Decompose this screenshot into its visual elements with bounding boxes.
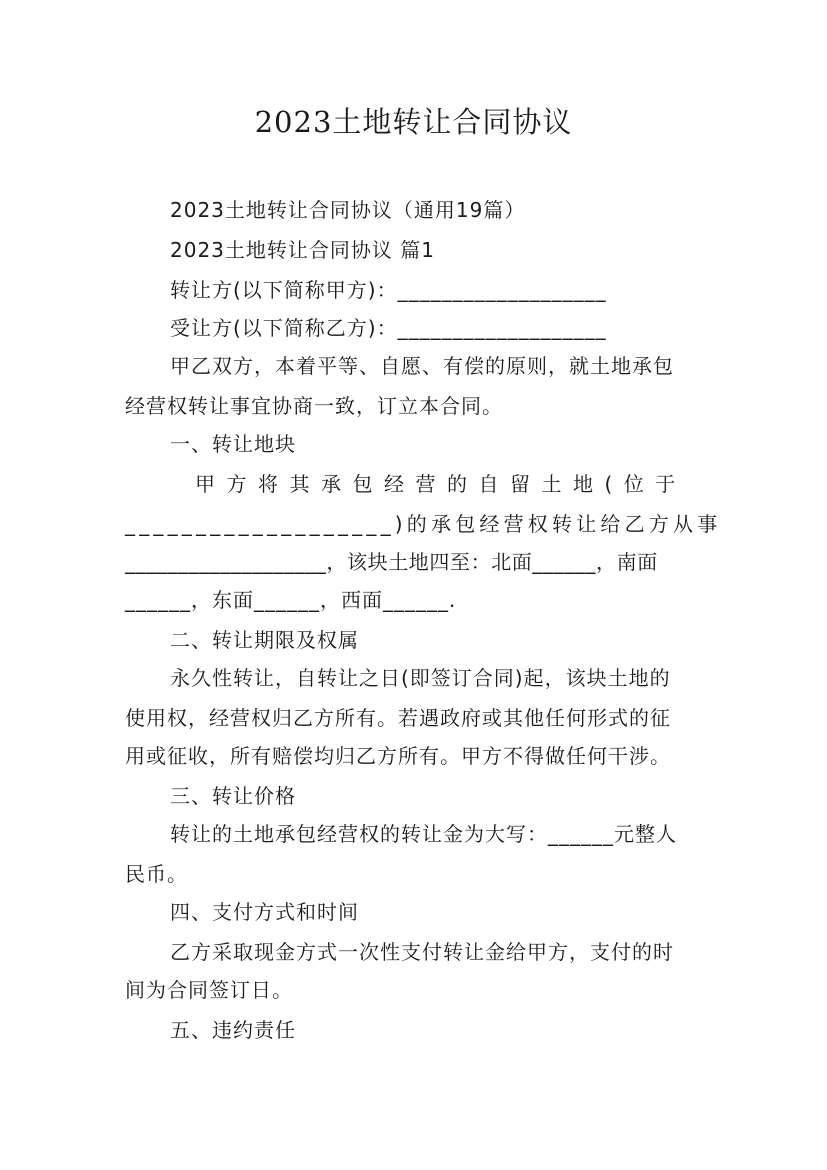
- paragraph-line: 乙方采取现金方式一次性支付转让金给甲方，支付的时: [170, 940, 674, 964]
- transferor-line: 转让方(以下简称甲方)：___________________: [170, 278, 607, 302]
- transferee-line: 受让方(以下简称乙方)：___________________: [170, 316, 607, 340]
- justified-text: 甲方将其承包经营的自留土地(位于: [195, 472, 687, 496]
- paragraph-line: 转让的土地承包经营权的转让金为大写：______元整人: [170, 822, 677, 846]
- paragraph-line: 用或征收，所有赔偿均归乙方所有。甲方不得做任何干涉。: [125, 744, 671, 768]
- clause-heading: 二、转让期限及权属: [170, 628, 359, 652]
- clause-heading: 四、支付方式和时间: [170, 900, 359, 924]
- paragraph-line: [195, 470, 703, 498]
- paragraph-line: ______，东面______，西面______.: [125, 588, 457, 612]
- clause-heading: 五、违约责任: [170, 1018, 296, 1042]
- paragraph-line: 甲乙双方，本着平等、自愿、有偿的原则，就土地承包: [170, 354, 674, 378]
- paragraph-line: 民币。: [125, 862, 188, 886]
- paragraph-line: ___________________，该块土地四至：北面______，南面: [125, 550, 658, 574]
- paragraph-line: 间为合同签订日。: [125, 978, 293, 1002]
- paragraph-line: 使用权，经营权归乙方所有。若遇政府或其他任何形式的征: [125, 706, 671, 730]
- paragraph-line: ___________________)的承包经营权转让给乙方从事: [125, 512, 722, 536]
- section-heading: 2023土地转让合同协议 篇1: [170, 238, 435, 262]
- paragraph-line: 永久性转让，自转让之日(即签订合同)起，该块土地的: [170, 666, 671, 690]
- paragraph-line: 经营权转让事宜协商一致，订立本合同。: [125, 394, 503, 418]
- subtitle-line: 2023土地转让合同协议（通用19篇）: [170, 198, 526, 222]
- clause-heading: 三、转让价格: [170, 784, 296, 808]
- clause-heading: 一、转让地块: [170, 432, 296, 456]
- document-title: 2023土地转让合同协议: [254, 105, 573, 139]
